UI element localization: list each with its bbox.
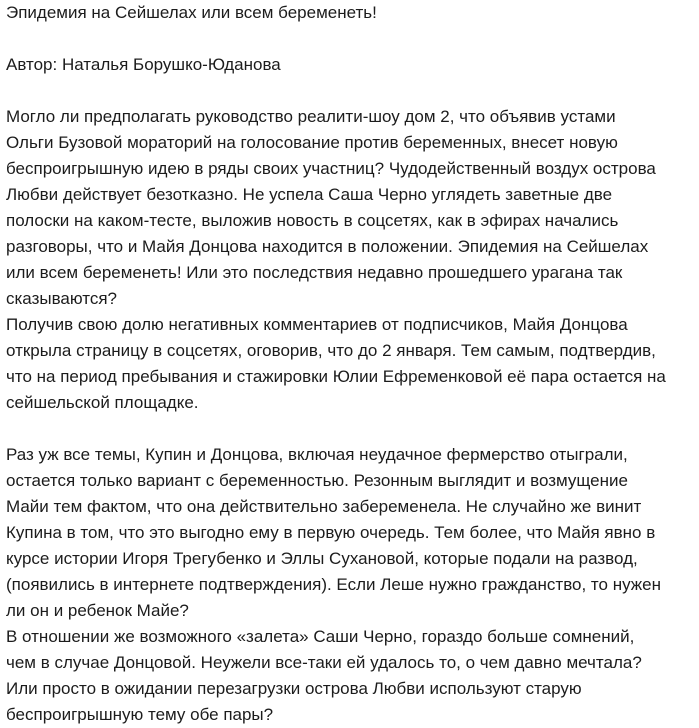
- paragraph-line: сейшельской площадке.: [6, 393, 199, 412]
- spacer: [6, 26, 694, 52]
- paragraph-line: В отношении же возможного «залета» Саши Черно, гораздо больше сомнений,: [6, 627, 635, 646]
- paragraph-line: Любви действует безотказно. Не успела Саша Черно углядеть заветные две: [6, 185, 613, 204]
- paragraph-line: Ольги Бузовой мораторий на голосование против беременных, внесет новую: [6, 133, 618, 152]
- paragraph-line: чем в случае Донцовой. Неужели все-таки ей удалось то, о чем давно мечтала?: [6, 653, 642, 672]
- paragraph-line: (появились в интернете подтверждения). Если Леше нужно гражданство, то нужен: [6, 575, 661, 594]
- article: [6, 0, 694, 728]
- article-author: Автор: Наталья Борушко-Юданова: [6, 55, 281, 74]
- paragraph-line: Раз уж все темы, Купин и Донцова, включая неудачное фермерство отыграли,: [6, 445, 628, 464]
- paragraph-line: Майи тем фактом, что она действительно забеременела. Не случайно же винит: [6, 497, 642, 516]
- spacer: [6, 78, 694, 104]
- paragraph-line: остается только вариант с беременностью. Резонным выглядит и возмущение: [6, 471, 628, 490]
- article-title: Эпидемия на Сейшелах или всем беременеть!: [6, 3, 377, 22]
- paragraph-line: что на период пребывания и стажировки Юлии Ефременковой её пара остается на: [6, 367, 666, 386]
- paragraph-line: или всем беременеть! Или это последствия недавно прошедшего урагана так: [6, 263, 623, 282]
- paragraph-line: Или просто в ожидании перезагрузки острова Любви используют старую: [6, 679, 582, 698]
- paragraph-line: сказываются?: [6, 289, 118, 308]
- paragraph-line: Купина в том, что это выгодно ему в первую очередь. Тем более, что Майя явно в: [6, 523, 656, 542]
- paragraph-line: ли он и ребенок Майе?: [6, 601, 189, 620]
- spacer: [6, 416, 694, 442]
- paragraph-1: [6, 104, 694, 312]
- paragraph-4: [6, 624, 694, 728]
- paragraph-3: [6, 442, 694, 624]
- paragraph-line: беспроигрышную идею в ряды своих участниц? Чудодейственный воздух острова: [6, 159, 656, 178]
- paragraph-line: полоски на каком-тесте, выложив новость в соцсетях, как в эфирах начались: [6, 211, 619, 230]
- paragraph-line: курсе истории Игоря Трегубенко и Эллы Сухановой, которые подали на развод,: [6, 549, 638, 568]
- paragraph-2: [6, 312, 694, 416]
- paragraph-line: открыла страницу в соцсетях, оговорив, что до 2 января. Тем самым, подтвердив,: [6, 341, 656, 360]
- paragraph-line: разговоры, что и Майя Донцова находится в положении. Эпидемия на Сейшелах: [6, 237, 649, 256]
- paragraph-line: беспроигрышную тему обе пары?: [6, 705, 274, 724]
- paragraph-line: Могло ли предполагать руководство реалити-шоу дом 2, что объявив устами: [6, 107, 616, 126]
- paragraph-line: Получив свою долю негативных комментариев от подписчиков, Майя Донцова: [6, 315, 628, 334]
